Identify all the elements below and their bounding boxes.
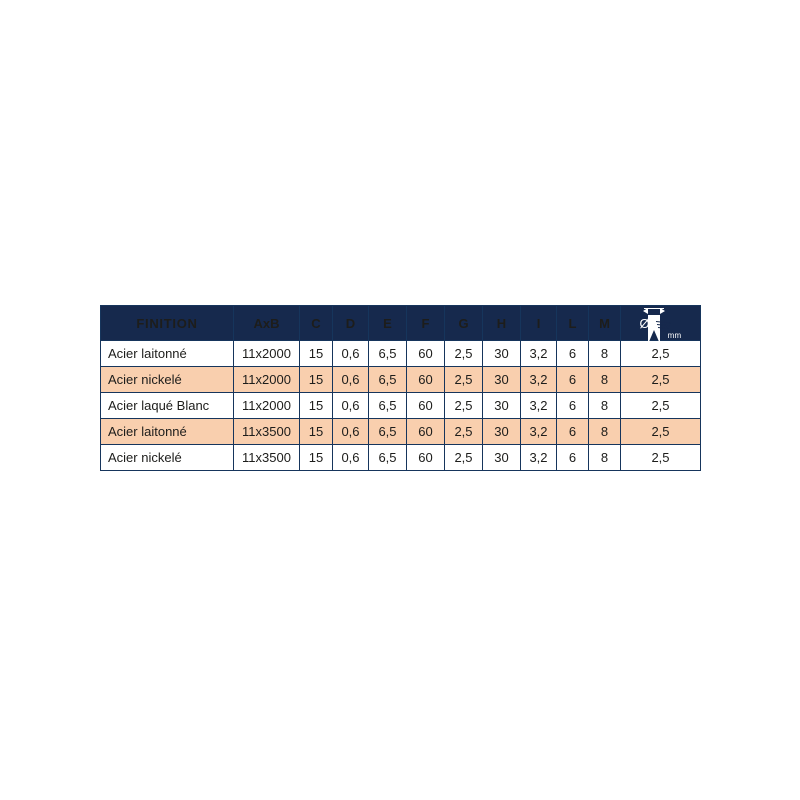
column-header-d: D: [333, 306, 369, 341]
cell-h: 30: [483, 445, 521, 471]
cell-h: 30: [483, 419, 521, 445]
cell-m: 8: [589, 445, 621, 471]
table-row: [101, 445, 701, 471]
cell-f: 60: [407, 393, 445, 419]
cell-f: 60: [407, 419, 445, 445]
cell-d: 0,6: [333, 419, 369, 445]
cell-m: 8: [589, 393, 621, 419]
cell-g: 2,5: [445, 419, 483, 445]
cell-i: 3,2: [521, 341, 557, 367]
table-header: [101, 306, 701, 341]
cell-c: 15: [300, 445, 333, 471]
cell-g: 2,5: [445, 367, 483, 393]
cell-axb: 11x2000: [234, 367, 300, 393]
cell-i: 3,2: [521, 419, 557, 445]
header-row: [101, 306, 701, 341]
cell-d: 0,6: [333, 341, 369, 367]
cell-g: 2,5: [445, 341, 483, 367]
cell-e: 6,5: [369, 393, 407, 419]
table-row: [101, 367, 701, 393]
cell-l: 6: [557, 419, 589, 445]
cell-e: 6,5: [369, 341, 407, 367]
specification-table: [100, 305, 701, 471]
cell-f: 60: [407, 341, 445, 367]
cell-e: 6,5: [369, 367, 407, 393]
cell-d: 0,6: [333, 367, 369, 393]
spec-table-container: [100, 305, 700, 471]
cell-h: 30: [483, 341, 521, 367]
cell-l: 6: [557, 393, 589, 419]
cell-c: 15: [300, 419, 333, 445]
table-row: [101, 393, 701, 419]
column-header-m: M: [589, 306, 621, 341]
cell-d: 0,6: [333, 445, 369, 471]
cell-c: 15: [300, 393, 333, 419]
cell-i: 3,2: [521, 445, 557, 471]
column-header-i: I: [521, 306, 557, 341]
cell-axb: 11x2000: [234, 341, 300, 367]
cell-i: 3,2: [521, 393, 557, 419]
unit-label: mm: [667, 331, 682, 340]
column-header-h: H: [483, 306, 521, 341]
column-header-g: G: [445, 306, 483, 341]
cell-m: 8: [589, 419, 621, 445]
cell-l: 6: [557, 341, 589, 367]
cell-e: 6,5: [369, 445, 407, 471]
cell-finition: Acier nickelé: [101, 445, 234, 471]
cell-finition: Acier laitonné: [101, 341, 234, 367]
column-header-c: C: [300, 306, 333, 341]
cell-c: 15: [300, 367, 333, 393]
cell-m: 8: [589, 367, 621, 393]
cell-h: 30: [483, 367, 521, 393]
screw-shaft-shape: [648, 315, 660, 344]
diameter-symbol: Ø: [639, 316, 650, 331]
table-row: [101, 341, 701, 367]
column-header-f: F: [407, 306, 445, 341]
cell-m: 8: [589, 341, 621, 367]
cell-g: 2,5: [445, 393, 483, 419]
cell-screw: 2,5: [621, 393, 701, 419]
cell-e: 6,5: [369, 419, 407, 445]
cell-screw: 2,5: [621, 419, 701, 445]
cell-screw: 2,5: [621, 445, 701, 471]
column-header-e: E: [369, 306, 407, 341]
column-header-axb: AxB: [234, 306, 300, 341]
cell-i: 3,2: [521, 367, 557, 393]
cell-l: 6: [557, 367, 589, 393]
column-header-finition: FINITION: [101, 306, 234, 341]
cell-finition: Acier laqué Blanc: [101, 393, 234, 419]
column-header-screw-diameter: [621, 306, 701, 341]
table-body: [101, 341, 701, 471]
cell-f: 60: [407, 367, 445, 393]
table-row: [101, 419, 701, 445]
cell-screw: 2,5: [621, 341, 701, 367]
cell-c: 15: [300, 341, 333, 367]
cell-finition: Acier nickelé: [101, 367, 234, 393]
cell-l: 6: [557, 445, 589, 471]
screw-diameter-icon: [638, 306, 684, 340]
screw-shape: [646, 315, 660, 330]
cell-axb: 11x3500: [234, 445, 300, 471]
cell-d: 0,6: [333, 393, 369, 419]
cell-h: 30: [483, 393, 521, 419]
cell-f: 60: [407, 445, 445, 471]
cell-g: 2,5: [445, 445, 483, 471]
cell-screw: 2,5: [621, 367, 701, 393]
column-header-l: L: [557, 306, 589, 341]
cell-finition: Acier laitonné: [101, 419, 234, 445]
cell-axb: 11x3500: [234, 419, 300, 445]
cell-axb: 11x2000: [234, 393, 300, 419]
